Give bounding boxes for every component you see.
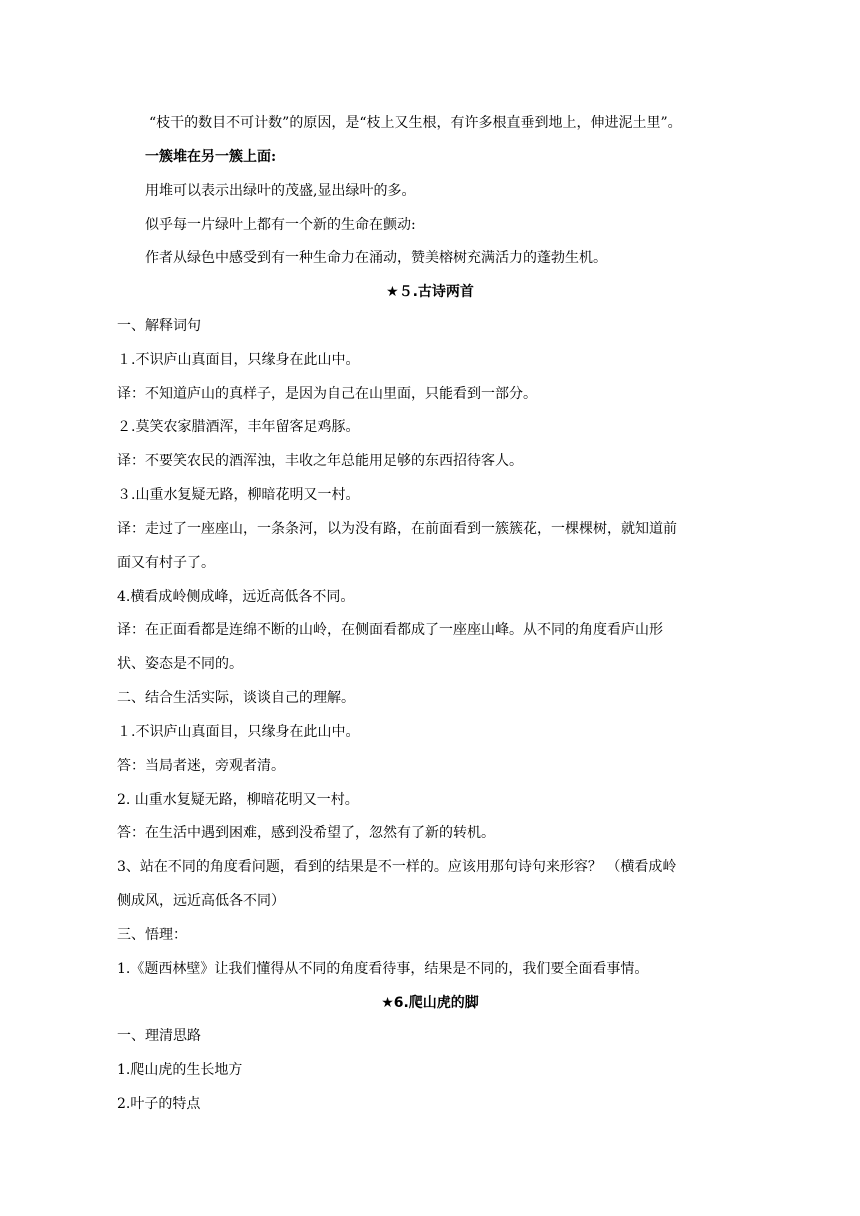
life-question-3-line-1: 3、站在不同的角度看问题，看到的结果是不一样的。应该用那句诗句来形容？ （横看成岭	[117, 859, 677, 875]
section-heading-explain: 一、解释词句	[117, 318, 201, 334]
section-heading-life-understanding: 二、结合生活实际，谈谈自己的理解。	[117, 690, 355, 706]
paragraph-leaves-lush: 用堆可以表示出绿叶的茂盛,显出绿叶的多。	[145, 183, 416, 199]
translation-3-line-2: 面又有村子了。	[117, 555, 215, 571]
life-answer-1: 答：当局者迷，旁观者清。	[117, 758, 285, 774]
outline-item-1: 1.爬山虎的生长地方	[117, 1062, 243, 1078]
verse-3: ３.山重水复疑无路，柳暗花明又一村。	[117, 487, 360, 503]
life-answer-2: 答：在生活中遇到困难，感到没希望了，忽然有了新的转机。	[117, 825, 495, 841]
life-verse-1: １.不识庐山真面目，只缘身在此山中。	[117, 724, 360, 740]
verse-2: ２.莫笑农家腊酒浑，丰年留客足鸡豚。	[117, 419, 360, 435]
translation-4-line-1: 译：在正面看都是连绵不断的山岭，在侧面看都成了一座座山峰。从不同的角度看庐山形	[117, 622, 663, 638]
life-verse-2: 2. 山重水复疑无路，柳暗花明又一村。	[117, 792, 359, 808]
lesson-5-title: ★５.古诗两首	[386, 284, 474, 300]
lesson-6-title: ★6.爬山虎的脚	[381, 995, 479, 1011]
outline-item-2: 2.叶子的特点	[117, 1096, 201, 1112]
insight-paragraph: 1.《题西林壁》让我们懂得从不同的角度看待事，结果是不同的，我们要全面看事情。	[117, 961, 649, 977]
translation-4-line-2: 状、姿态是不同的。	[117, 656, 243, 672]
section-heading-outline: 一、理清思路	[117, 1028, 201, 1044]
section-heading-insight: 三、悟理：	[117, 927, 187, 943]
translation-3-line-1: 译：走过了一座座山，一条条河，以为没有路，在前面看到一簇簇花，一棵棵树，就知道前	[117, 521, 677, 537]
verse-1: １.不识庐山真面目，只缘身在此山中。	[117, 352, 360, 368]
paragraph-banyan-vitality: 作者从绿色中感受到有一种生命力在涌动，赞美榕树充满活力的蓬勃生机。	[145, 250, 607, 266]
paragraph-branch-count: “枝干的数目不可计数”的原因，是“枝上又生根，有许多根直垂到地上，伸进泥土里”。	[149, 115, 682, 131]
translation-1: 译：不知道庐山的真样子，是因为自己在山里面，只能看到一部分。	[117, 386, 537, 402]
phrase-heading-clusters: 一簇堆在另一簇上面:	[145, 149, 277, 165]
phrase-heading-life: 似乎每一片绿叶上都有一个新的生命在颤动:	[145, 217, 416, 233]
translation-2: 译：不要笑农民的酒浑浊，丰收之年总能用足够的东西招待客人。	[117, 453, 523, 469]
verse-4: 4.横看成岭侧成峰，远近高低各不同。	[117, 589, 355, 605]
life-question-3-line-2: 侧成风，远近高低各不同）	[117, 893, 285, 909]
